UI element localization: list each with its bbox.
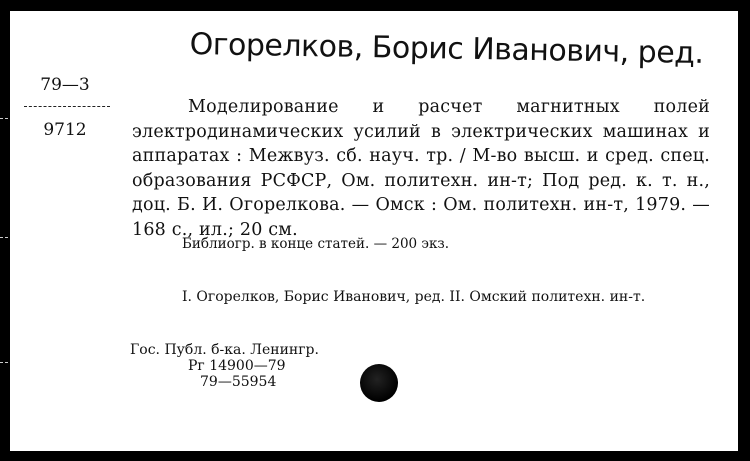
library-line-2: Рг 14900—79 [188,358,286,374]
edge-mark [0,362,8,363]
bibliography-note: Библиогр. в конце статей. — 200 экз. [182,236,450,252]
call-number-divider [24,106,110,107]
catalog-card [10,11,738,451]
edge-mark [0,118,8,119]
library-line-3: 79—55954 [200,374,277,390]
punch-hole [360,364,398,402]
edge-mark [0,237,8,238]
library-stamp [130,342,319,390]
bibliographic-description: Моделирование и расчет магнитных полей электродинамических усилий в электрических машинах и аппаратах : Межвуз. сб. науч. тр. / М-во высш. и сред. спец. образования РСФСР, Ом. политехн. ин-т; Под ред. к. т. н., доц. Б. И. Огорелкова. — Омск : Ом. политехн. ин-т, 1979. — 168 с., ил.; 20 см. [132,97,710,240]
call-number-top: 79—3 [40,75,90,95]
call-number-bottom: 9712 [43,120,87,140]
library-line-1: Гос. Публ. б-ка. Ленингр. [130,342,319,358]
tracings: I. Огорелков, Борис Иванович, ред. II. Омский политехн. ин-т. [182,289,646,305]
handwritten-heading: Огорелков, Борис Иванович, ред. [189,27,704,71]
